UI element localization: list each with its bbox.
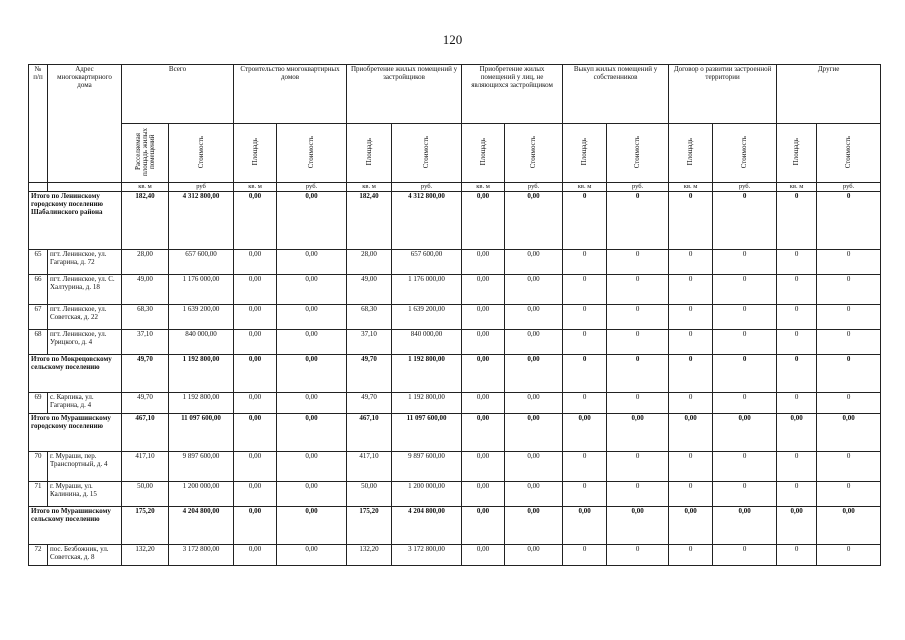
value-cell: 0,00 bbox=[607, 414, 669, 452]
value-cell: 0,00 bbox=[277, 355, 347, 393]
subtotal-label: Итого по Мокрецовскому сельскому поселению bbox=[29, 355, 122, 393]
value-cell: 0,00 bbox=[777, 414, 817, 452]
value-cell: 0 bbox=[713, 545, 777, 566]
value-cell: 49,70 bbox=[347, 393, 392, 414]
value-cell: 0 bbox=[669, 355, 713, 393]
value-cell: 0,00 bbox=[462, 275, 505, 305]
header-sub-cost: Стоимость bbox=[392, 124, 462, 183]
value-cell: 3 172 800,00 bbox=[169, 545, 234, 566]
value-cell: 0 bbox=[563, 452, 607, 482]
value-cell: 0,00 bbox=[277, 452, 347, 482]
header-sub-cost: Стоимость bbox=[607, 124, 669, 183]
value-cell: 0 bbox=[777, 330, 817, 355]
value-cell: 0,00 bbox=[234, 250, 277, 275]
value-cell: 0 bbox=[713, 355, 777, 393]
subtotal-label: Итого по Ленинскому городскому поселению Шабалинского района bbox=[29, 192, 122, 250]
value-cell: 0 bbox=[777, 545, 817, 566]
value-cell: 0 bbox=[713, 305, 777, 330]
value-cell: 0 bbox=[563, 545, 607, 566]
value-cell: 4 312 800,00 bbox=[392, 192, 462, 250]
value-cell: 50,00 bbox=[122, 482, 169, 507]
value-cell: 49,70 bbox=[122, 355, 169, 393]
value-cell: 0,00 bbox=[277, 507, 347, 545]
value-cell: 0 bbox=[777, 393, 817, 414]
value-cell: 1 639 200,00 bbox=[392, 305, 462, 330]
value-cell: 0,00 bbox=[234, 305, 277, 330]
value-cell: 0,00 bbox=[234, 192, 277, 250]
value-cell: 0,00 bbox=[777, 507, 817, 545]
header-group-construction: Строительство многоквартирных домов bbox=[234, 65, 347, 124]
unit-cell: руб. bbox=[817, 183, 881, 192]
value-cell: 0 bbox=[777, 305, 817, 330]
row-number: 72 bbox=[29, 545, 48, 566]
subtotal-row bbox=[29, 355, 881, 393]
value-cell: 0,00 bbox=[462, 393, 505, 414]
value-cell: 0 bbox=[607, 305, 669, 330]
value-cell: 0 bbox=[817, 482, 881, 507]
table-row bbox=[29, 452, 881, 482]
value-cell: 0,00 bbox=[277, 275, 347, 305]
value-cell: 0,00 bbox=[234, 393, 277, 414]
value-cell: 0,00 bbox=[462, 192, 505, 250]
row-address: пгт. Ленинское, ул. Советская, д. 22 bbox=[48, 305, 122, 330]
value-cell: 175,20 bbox=[122, 507, 169, 545]
value-cell: 0 bbox=[817, 545, 881, 566]
value-cell: 0 bbox=[563, 355, 607, 393]
value-cell: 0,00 bbox=[462, 305, 505, 330]
value-cell: 0 bbox=[669, 192, 713, 250]
unit-cell: руб. bbox=[277, 183, 347, 192]
value-cell: 49,00 bbox=[122, 275, 169, 305]
value-cell: 0 bbox=[713, 275, 777, 305]
value-cell: 0,00 bbox=[817, 507, 881, 545]
value-cell: 0,00 bbox=[277, 393, 347, 414]
value-cell: 0,00 bbox=[505, 192, 563, 250]
value-cell: 0 bbox=[563, 330, 607, 355]
header-sub-cost: Стоимость bbox=[277, 124, 347, 183]
table-row bbox=[29, 393, 881, 414]
table-row bbox=[29, 482, 881, 507]
header-sub-cost: Стоимость bbox=[169, 124, 234, 183]
table-body bbox=[29, 192, 881, 566]
row-number: 66 bbox=[29, 275, 48, 305]
value-cell: 0 bbox=[817, 275, 881, 305]
header-group-development-contract: Договор о развитии застроенной территории bbox=[669, 65, 777, 124]
header-sub-area: Площадь bbox=[462, 124, 505, 183]
row-number: 68 bbox=[29, 330, 48, 355]
value-cell: 0,00 bbox=[234, 275, 277, 305]
value-cell: 0 bbox=[669, 545, 713, 566]
value-cell: 0,00 bbox=[277, 330, 347, 355]
value-cell: 4 204 800,00 bbox=[169, 507, 234, 545]
value-cell: 28,00 bbox=[122, 250, 169, 275]
value-cell: 840 000,00 bbox=[169, 330, 234, 355]
row-number: 69 bbox=[29, 393, 48, 414]
unit-cell: кв. м bbox=[563, 183, 607, 192]
value-cell: 0,00 bbox=[234, 330, 277, 355]
header-sub-area: Площадь bbox=[669, 124, 713, 183]
row-address: пгт. Ленинское, ул. Гагарина, д. 72 bbox=[48, 250, 122, 275]
table-row bbox=[29, 275, 881, 305]
subtotal-label: Итого по Мурашинскому сельскому поселению bbox=[29, 507, 122, 545]
value-cell: 0 bbox=[607, 545, 669, 566]
value-cell: 0,00 bbox=[277, 305, 347, 330]
value-cell: 0 bbox=[817, 393, 881, 414]
value-cell: 9 897 600,00 bbox=[392, 452, 462, 482]
value-cell: 0 bbox=[713, 452, 777, 482]
value-cell: 0 bbox=[607, 192, 669, 250]
value-cell: 657 600,00 bbox=[392, 250, 462, 275]
value-cell: 0,00 bbox=[505, 507, 563, 545]
value-cell: 0,00 bbox=[462, 482, 505, 507]
value-cell: 0,00 bbox=[505, 275, 563, 305]
value-cell: 0 bbox=[607, 355, 669, 393]
table-row bbox=[29, 305, 881, 330]
header-sub-row bbox=[29, 124, 881, 183]
row-address: пос. Безбожник, ул. Советская, д. 8 bbox=[48, 545, 122, 566]
subtotal-row bbox=[29, 192, 881, 250]
value-cell: 0 bbox=[563, 250, 607, 275]
value-cell: 0 bbox=[607, 275, 669, 305]
value-cell: 182,40 bbox=[347, 192, 392, 250]
value-cell: 0 bbox=[777, 275, 817, 305]
value-cell: 1 176 000,00 bbox=[169, 275, 234, 305]
value-cell: 1 192 800,00 bbox=[392, 393, 462, 414]
value-cell: 3 172 800,00 bbox=[392, 545, 462, 566]
value-cell: 0 bbox=[607, 482, 669, 507]
value-cell: 0,00 bbox=[505, 355, 563, 393]
value-cell: 0 bbox=[669, 250, 713, 275]
value-cell: 0 bbox=[777, 482, 817, 507]
value-cell: 0,00 bbox=[713, 507, 777, 545]
value-cell: 0 bbox=[563, 275, 607, 305]
value-cell: 37,10 bbox=[122, 330, 169, 355]
value-cell: 0,00 bbox=[505, 305, 563, 330]
value-cell: 182,40 bbox=[122, 192, 169, 250]
value-cell: 1 176 000,00 bbox=[392, 275, 462, 305]
value-cell: 0 bbox=[563, 482, 607, 507]
value-cell: 0 bbox=[607, 250, 669, 275]
header-group-row bbox=[29, 65, 881, 124]
header-group-total: Всего bbox=[122, 65, 234, 124]
unit-cell: кв. м bbox=[234, 183, 277, 192]
value-cell: 132,20 bbox=[122, 545, 169, 566]
header-sub-area: Площадь bbox=[234, 124, 277, 183]
value-cell: 0,00 bbox=[234, 507, 277, 545]
header-group-developer-purchase: Приобретение жилых помещений у застройщиков bbox=[347, 65, 462, 124]
value-cell: 0,00 bbox=[669, 414, 713, 452]
value-cell: 37,10 bbox=[347, 330, 392, 355]
unit-cell: кв. м bbox=[347, 183, 392, 192]
value-cell: 0,00 bbox=[462, 414, 505, 452]
header-sub-cost: Стоимость bbox=[713, 124, 777, 183]
table-row bbox=[29, 545, 881, 566]
unit-cell: руб. bbox=[713, 183, 777, 192]
value-cell: 28,00 bbox=[347, 250, 392, 275]
value-cell: 4 204 800,00 bbox=[392, 507, 462, 545]
value-cell: 417,10 bbox=[347, 452, 392, 482]
value-cell: 1 192 800,00 bbox=[169, 393, 234, 414]
value-cell: 0 bbox=[563, 305, 607, 330]
value-cell: 0,00 bbox=[505, 452, 563, 482]
value-cell: 0,00 bbox=[462, 507, 505, 545]
row-number: 67 bbox=[29, 305, 48, 330]
subtotal-row bbox=[29, 414, 881, 452]
value-cell: 11 097 600,00 bbox=[392, 414, 462, 452]
value-cell: 467,10 bbox=[122, 414, 169, 452]
row-number: 65 bbox=[29, 250, 48, 275]
value-cell: 840 000,00 bbox=[392, 330, 462, 355]
units-blank bbox=[48, 183, 122, 192]
value-cell: 11 097 600,00 bbox=[169, 414, 234, 452]
value-cell: 4 312 800,00 bbox=[169, 192, 234, 250]
value-cell: 0,00 bbox=[277, 250, 347, 275]
value-cell: 0 bbox=[817, 250, 881, 275]
value-cell: 68,30 bbox=[122, 305, 169, 330]
value-cell: 0 bbox=[817, 452, 881, 482]
housing-table bbox=[28, 64, 881, 566]
value-cell: 0,00 bbox=[462, 452, 505, 482]
header-group-other: Другие bbox=[777, 65, 881, 124]
value-cell: 0 bbox=[713, 250, 777, 275]
unit-cell: руб. bbox=[607, 183, 669, 192]
value-cell: 1 192 800,00 bbox=[392, 355, 462, 393]
value-cell: 417,10 bbox=[122, 452, 169, 482]
value-cell: 0,00 bbox=[234, 482, 277, 507]
value-cell: 0,00 bbox=[462, 330, 505, 355]
value-cell: 0,00 bbox=[234, 414, 277, 452]
value-cell: 0,00 bbox=[505, 250, 563, 275]
value-cell: 0,00 bbox=[505, 330, 563, 355]
row-address: г. Мураши, ул. Калинина, д. 15 bbox=[48, 482, 122, 507]
header-sub-area: Площадь bbox=[563, 124, 607, 183]
unit-cell: кв. м bbox=[777, 183, 817, 192]
value-cell: 0,00 bbox=[607, 507, 669, 545]
subtotal-row bbox=[29, 507, 881, 545]
header-units-row bbox=[29, 183, 881, 192]
value-cell: 0 bbox=[607, 393, 669, 414]
value-cell: 0 bbox=[669, 305, 713, 330]
row-number: 71 bbox=[29, 482, 48, 507]
value-cell: 0 bbox=[669, 275, 713, 305]
value-cell: 0 bbox=[563, 192, 607, 250]
value-cell: 0,00 bbox=[234, 355, 277, 393]
value-cell: 0,00 bbox=[234, 452, 277, 482]
value-cell: 0,00 bbox=[505, 545, 563, 566]
unit-cell: руб. bbox=[392, 183, 462, 192]
value-cell: 0,00 bbox=[277, 414, 347, 452]
page-number: 120 bbox=[442, 32, 463, 47]
row-address: г. Мураши, пер. Транспортный, д. 4 bbox=[48, 452, 122, 482]
header-group-other-purchase: Приобретение жилых помещений у лиц, не являющихся застройщиком bbox=[462, 65, 563, 124]
value-cell: 1 192 800,00 bbox=[169, 355, 234, 393]
value-cell: 0,00 bbox=[462, 545, 505, 566]
subtotal-label: Итого по Мурашинскому городскому поселению bbox=[29, 414, 122, 452]
value-cell: 0,00 bbox=[505, 414, 563, 452]
value-cell: 0 bbox=[817, 305, 881, 330]
value-cell: 0 bbox=[817, 192, 881, 250]
units-blank bbox=[29, 183, 48, 192]
row-address: пгт. Ленинское, ул. Урицкого, д. 4 bbox=[48, 330, 122, 355]
header-sub-area: Площадь bbox=[347, 124, 392, 183]
value-cell: 0,00 bbox=[234, 545, 277, 566]
value-cell: 0,00 bbox=[277, 545, 347, 566]
value-cell: 0,00 bbox=[462, 250, 505, 275]
value-cell: 0 bbox=[713, 330, 777, 355]
unit-cell: кв. м bbox=[669, 183, 713, 192]
value-cell: 0,00 bbox=[563, 414, 607, 452]
value-cell: 0 bbox=[777, 355, 817, 393]
value-cell: 0,00 bbox=[817, 414, 881, 452]
header-sub-cost: Стоимость bbox=[505, 124, 563, 183]
value-cell: 0 bbox=[817, 355, 881, 393]
header-no: № п/п bbox=[29, 65, 48, 183]
header-sub-cost: Стоимость bbox=[817, 124, 881, 183]
value-cell: 0 bbox=[669, 482, 713, 507]
value-cell: 0 bbox=[713, 192, 777, 250]
row-address: пгт. Ленинское, ул. С. Халтурина, д. 18 bbox=[48, 275, 122, 305]
value-cell: 0,00 bbox=[669, 507, 713, 545]
value-cell: 68,30 bbox=[347, 305, 392, 330]
unit-cell: руб. bbox=[505, 183, 563, 192]
value-cell: 0 bbox=[607, 452, 669, 482]
value-cell: 1 200 000,00 bbox=[169, 482, 234, 507]
table-row bbox=[29, 250, 881, 275]
header-sub-relocated-area: Расселяемая площадь жилых помещений bbox=[122, 124, 169, 183]
value-cell: 0,00 bbox=[505, 393, 563, 414]
value-cell: 132,20 bbox=[347, 545, 392, 566]
table-row bbox=[29, 330, 881, 355]
value-cell: 0 bbox=[669, 330, 713, 355]
value-cell: 175,20 bbox=[347, 507, 392, 545]
value-cell: 0,00 bbox=[713, 414, 777, 452]
value-cell: 0 bbox=[607, 330, 669, 355]
value-cell: 49,00 bbox=[347, 275, 392, 305]
value-cell: 50,00 bbox=[347, 482, 392, 507]
value-cell: 0 bbox=[777, 192, 817, 250]
header-group-buyout: Выкуп жилых помещений у собственников bbox=[563, 65, 669, 124]
value-cell: 0,00 bbox=[277, 192, 347, 250]
header-sub-area: Площадь bbox=[777, 124, 817, 183]
unit-cell: кв. м bbox=[122, 183, 169, 192]
value-cell: 49,70 bbox=[122, 393, 169, 414]
value-cell: 1 200 000,00 bbox=[392, 482, 462, 507]
value-cell: 657 600,00 bbox=[169, 250, 234, 275]
row-number: 70 bbox=[29, 452, 48, 482]
value-cell: 49,70 bbox=[347, 355, 392, 393]
value-cell: 0,00 bbox=[277, 482, 347, 507]
value-cell: 0 bbox=[669, 393, 713, 414]
value-cell: 0,00 bbox=[462, 355, 505, 393]
value-cell: 467,10 bbox=[347, 414, 392, 452]
value-cell: 0 bbox=[669, 452, 713, 482]
unit-cell: руб bbox=[169, 183, 234, 192]
value-cell: 0,00 bbox=[505, 482, 563, 507]
value-cell: 0 bbox=[713, 482, 777, 507]
value-cell: 0 bbox=[713, 393, 777, 414]
value-cell: 0 bbox=[777, 452, 817, 482]
row-address: с. Карпика, ул. Гагарина, д. 4 bbox=[48, 393, 122, 414]
value-cell: 9 897 600,00 bbox=[169, 452, 234, 482]
value-cell: 0,00 bbox=[563, 507, 607, 545]
unit-cell: кв. м bbox=[462, 183, 505, 192]
value-cell: 0 bbox=[777, 250, 817, 275]
value-cell: 0 bbox=[563, 393, 607, 414]
header-address: Адрес многоквартирного дома bbox=[48, 65, 122, 183]
value-cell: 0 bbox=[817, 330, 881, 355]
value-cell: 1 639 200,00 bbox=[169, 305, 234, 330]
